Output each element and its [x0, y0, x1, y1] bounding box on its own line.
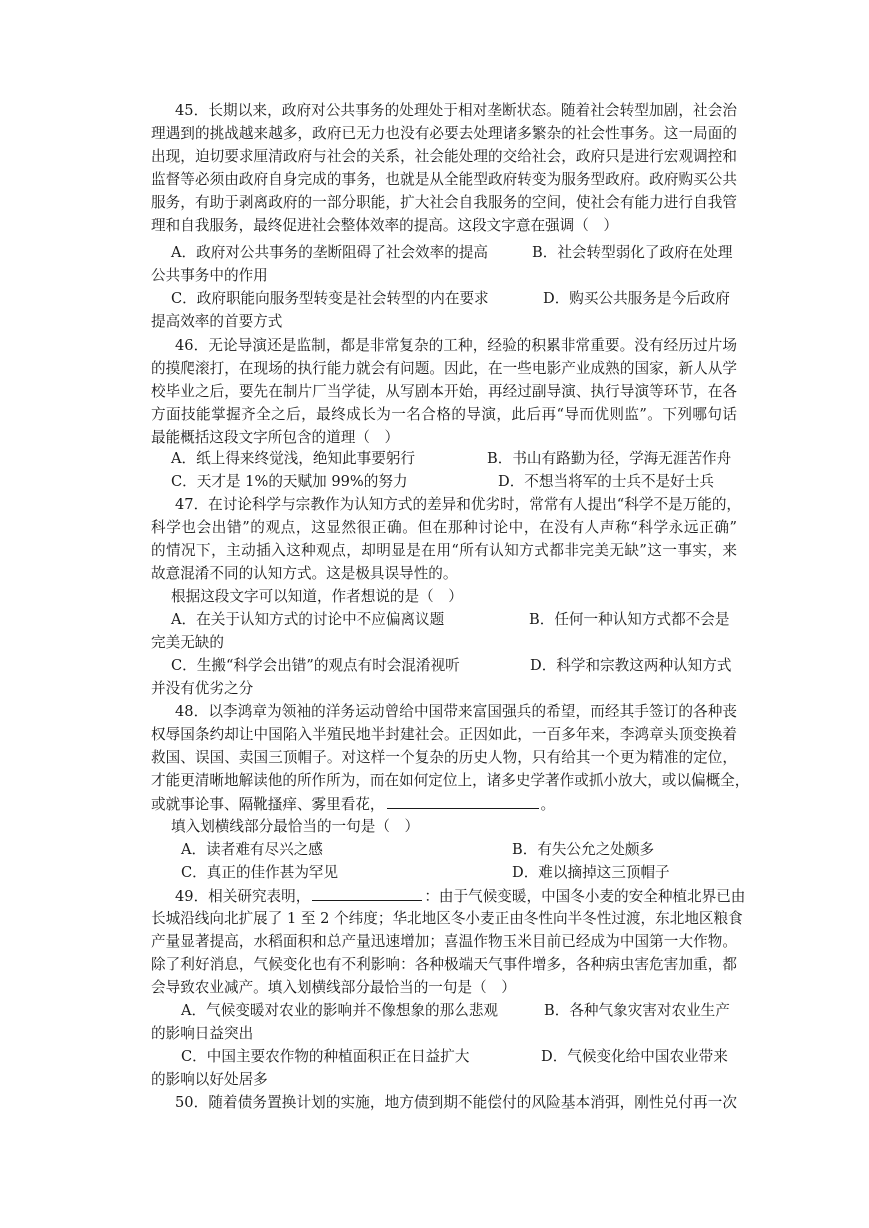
option-a[interactable]: A．气候变暖对农业的影响并不像想象的那么悲观	[181, 1002, 499, 1019]
question-text: 45．长期以来，政府对公共事务的处理处于相对垄断状态。随着社会转型加剧，社会治	[175, 102, 737, 119]
option-c[interactable]: C．政府职能向服务型转变是社会转型的内在要求	[171, 290, 489, 307]
option-d-continued: 并没有优劣之分	[151, 680, 254, 697]
option-d[interactable]: D．难以摘掉这三顶帽子	[512, 864, 670, 881]
question-text-fragment: ：由于气候变暖，中国冬小麦的安全种植北界已由	[424, 888, 746, 905]
question-text: 理和自我服务，最终促进社会整体效率的提高。这段文字意在强调（ ）	[151, 217, 619, 234]
question-text-fragment: 。	[540, 796, 556, 813]
question-text-fragment: 或就事论事、隔靴搔痒、雾里看花，	[151, 796, 385, 813]
option-b[interactable]: B．有失公允之处颇多	[512, 841, 655, 858]
question-text: 权辱国条约却让中国陷入半殖民地半封建社会。正因如此，一百多年来，李鸿章头顶变换着	[151, 726, 737, 743]
option-a[interactable]: A．读者难有尽兴之感	[181, 841, 323, 858]
question-prompt: 填入划横线部分最恰当的一句是（ ）	[171, 818, 420, 835]
question-text: 48．以李鸿章为领袖的洋务运动曾给中国带来富国强兵的希望，而经其手签订的各种丧	[175, 703, 737, 720]
option-b-continued: 完美无缺的	[151, 634, 224, 651]
question-text: 50．随着债务置换计划的实施，地方债到期不能偿付的风险基本消弭，刚性兑付再一次	[175, 1094, 737, 1111]
answer-blank[interactable]	[312, 886, 422, 901]
option-a[interactable]: A．纸上得来终觉浅，绝知此事要躬行	[171, 450, 416, 467]
question-text: 校毕业之后，要先在制片厂当学徒，从写剧本开始，再经过副导演、执行导演等环节，在各	[151, 383, 737, 400]
option-b[interactable]: B．各种气象灾害对农业生产	[544, 1002, 730, 1019]
question-text: 理遇到的挑战越来越多，政府已无力也没有必要去处理诸多繁杂的社会性事务。这一局面的	[151, 125, 737, 142]
option-b[interactable]: B．社会转型弱化了政府在处理	[532, 244, 733, 261]
option-b-continued: 公共事务中的作用	[151, 267, 268, 284]
question-text: 科学也会出错”的观点，这显然很正确。但在那种讨论中，在没有人声称“科学永远正确”	[151, 519, 737, 536]
question-text: 最能概括这段文字所包含的道理（ ）	[151, 429, 400, 446]
option-c[interactable]: C．真正的佳作甚为罕见	[181, 864, 339, 881]
option-b[interactable]: B．书山有路勤为径，学海无涯苦作舟	[487, 450, 732, 467]
question-prompt: 根据这段文字可以知道，作者想说的是（ ）	[171, 588, 463, 605]
option-d-continued: 提高效率的首要方式	[151, 313, 283, 330]
question-text: 除了利好消息，气候变化也有不利影响：各种极端天气事件增多，各种病虫害危害加重，都	[151, 956, 737, 973]
question-text: 产量显著提高，水稻面积和总产量迅速增加；喜温作物玉米目前已经成为中国第一大作物。	[151, 933, 737, 950]
option-d[interactable]: D．不想当将军的士兵不是好士兵	[498, 473, 715, 490]
question-text: 46．无论导演还是监制，都是非常复杂的工种，经验的积累非常重要。没有经历过片场	[175, 337, 737, 354]
option-c[interactable]: C．天才是 1%的天赋加 99%的努力	[171, 473, 408, 490]
question-text: 长城沿线向北扩展了 1 至 2 个纬度；华北地区冬小麦正由冬性向半冬性过渡，东北地区粮食	[151, 910, 743, 927]
option-a[interactable]: A．在关于认知方式的讨论中不应偏离议题	[171, 611, 445, 628]
question-text: 监督等必须由政府自身完成的事务，也就是从全能型政府转变为服务型政府。政府购买公共	[151, 171, 737, 188]
question-text: 47．在讨论科学与宗教作为认知方式的差异和优劣时，常常有人提出“科学不是万能的，	[175, 496, 742, 513]
option-b[interactable]: B．任何一种认知方式都不会是	[529, 611, 730, 628]
answer-blank[interactable]	[387, 794, 539, 809]
option-d[interactable]: D．气候变化给中国农业带来	[541, 1048, 728, 1065]
option-d-continued: 的影响以好处居多	[151, 1071, 268, 1088]
question-text: 的情况下，主动插入这种观点，却明显是在用“所有认知方式都非完美无缺”这一事实，来	[151, 542, 737, 559]
question-text-fragment: 49．相关研究表明，	[175, 888, 311, 905]
question-text: 会导致农业减产。填入划横线部分最恰当的一句是（ ）	[151, 979, 516, 996]
option-d[interactable]: D．购买公共服务是今后政府	[543, 290, 730, 307]
question-text: 方面技能掌握齐全之后，最终成长为一名合格的导演，此后再“导而优则监”。下列哪句话	[151, 406, 737, 423]
question-text	[175, 886, 745, 906]
option-d[interactable]: D．科学和宗教这两种认知方式	[530, 657, 732, 674]
question-text: 服务，有助于剥离政府的一部分职能，扩大社会自我服务的空间，使社会有能力进行自我管	[151, 194, 737, 211]
question-text	[151, 794, 555, 814]
option-b-continued: 的影响日益突出	[151, 1025, 254, 1042]
question-text: 救国、误国、卖国三顶帽子。对这样一个复杂的历史人物，只有给其一个更为精准的定位，	[151, 749, 737, 766]
option-c[interactable]: C．生搬“科学会出错”的观点有时会混淆视听	[171, 657, 460, 674]
question-text: 出现，迫切要求厘清政府与社会的关系，社会能处理的交给社会，政府只是进行宏观调控和	[151, 148, 737, 165]
question-text: 故意混淆不同的认知方式。这是极具误导性的。	[151, 565, 458, 582]
question-text: 的摸爬滚打，在现场的执行能力就会有问题。因此，在一些电影产业成熟的国家，新人从学	[151, 360, 737, 377]
question-text: 才能更清晰地解读他的所作所为，而在如何定位上，诸多史学著作或抓小放大，或以偏概全，	[151, 772, 750, 789]
option-c[interactable]: C．中国主要农作物的种植面积正在日益扩大	[181, 1048, 470, 1065]
option-a[interactable]: A．政府对公共事务的垄断阻碍了社会效率的提高	[171, 244, 489, 261]
